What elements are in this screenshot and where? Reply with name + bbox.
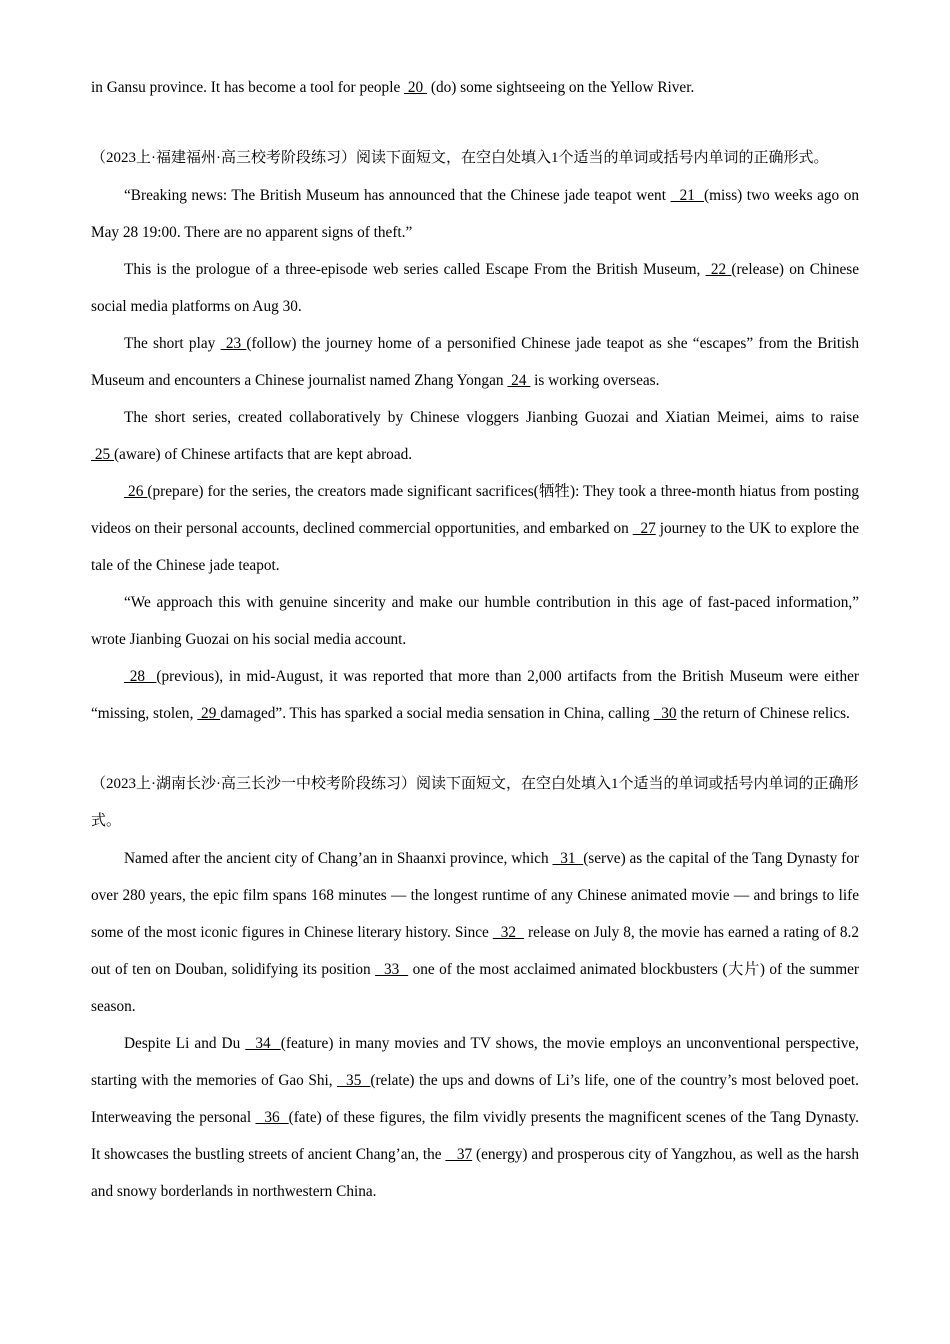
blank-31: 31 — [552, 850, 584, 867]
blank-29: 29 — [197, 705, 221, 722]
section1-paragraph-6: “We approach this with genuine sincerity and make our humble contribution in this age of fast-paced information,” wrote Jianbing Guozai on his social media account. — [91, 594, 859, 648]
spacer — [91, 106, 859, 140]
blank-24: 24 — [507, 372, 531, 389]
section2-paragraph-2: Despite Li and Du 34 (feature) in many movies and TV shows, the movie employs an unconventional perspective, starting with the memories of Gao Shi, 35 (relate) the ups and downs of Li’s life, one of the country’s most beloved poet. Interweaving the personal 36 (fate) of these figures, the film vividly presents the magnificent scenes of the Tang Dynasty. It showcases the bustling streets of ancient Chang’an, the 37 (energy) and prosperous city of Yangzhou, as well as the harsh and snowy borderlands in northwestern China. — [91, 1035, 859, 1200]
section1-paragraph-4: The short series, created collaboratively by Chinese vloggers Jianbing Guozai and Xiatian Meimei, aims to raise 25 (aware) of Chinese artifacts that are kept abroad. — [91, 409, 859, 463]
section1-paragraph-3: The short play 23 (follow) the journey home of a personified Chinese jade teapot as she “escapes” from the British Museum and encounters a Chinese journalist named Zhang Yongan 24 is working overseas. — [91, 335, 859, 389]
blank-27: 27 — [632, 520, 656, 537]
blank-30: 30 — [653, 705, 677, 722]
section2-intro: （2023上·湖南长沙·高三长沙一中校考阶段练习）阅读下面短文，在空白处填入1个适当的单词或括号内单词的正确形式。 — [91, 776, 859, 829]
blank-36: 36 — [255, 1109, 289, 1126]
blank-28: 28 — [124, 668, 157, 685]
paragraph-top: in Gansu province. It has become a tool for people 20 (do) some sightseeing on the Yellow River. — [91, 79, 695, 96]
blank-26: 26 — [124, 483, 148, 500]
blank-35: 35 — [337, 1072, 371, 1089]
blank-25: 25 — [91, 446, 114, 463]
blank-21: 21 — [670, 187, 705, 204]
blank-33: 33 — [375, 961, 409, 978]
blank-23: 23 — [220, 335, 247, 352]
section2-paragraph-1: Named after the ancient city of Chang’an in Shaanxi province, which 31 (serve) as the capital of the Tang Dynasty for over 280 years, the epic film spans 168 minutes — the longest runtime of any Chinese animated movie — and brings to life some of the most iconic figures in Chinese literary history. Since 32 release on July 8, the movie has earned a rating of 8.2 out of ten on Douban, solidifying its position 33 one of the most acclaimed animated blockbusters (大片) of the summer season. — [91, 850, 860, 1015]
section1-paragraph-7: 28 (previous), in mid-August, it was reported that more than 2,000 artifacts from the British Museum were either “missing, stolen, 29 damaged”. This has sparked a social media sensation in China, calling 30 the return of Chinese relics. — [91, 668, 859, 722]
section1-paragraph-1: “Breaking news: The British Museum has announced that the Chinese jade teapot went 21 (miss) two weeks ago on May 28 19:00. There are no apparent signs of theft.” — [91, 187, 860, 241]
blank-32: 32 — [492, 924, 525, 941]
blank-37: 37 — [445, 1146, 473, 1163]
blank-34: 34 — [245, 1035, 281, 1052]
section1-paragraph-2: This is the prologue of a three-episode web series called Escape From the British Museum, 22 (release) on Chinese social media platforms on Aug 30. — [91, 261, 859, 315]
spacer — [91, 732, 859, 766]
blank-22: 22 — [705, 261, 732, 278]
document-page — [91, 69, 859, 1210]
blank-20: 20 — [404, 79, 428, 96]
section1-paragraph-5: 26 (prepare) for the series, the creators made significant sacrifices(牺牲): They took a three-month hiatus from posting videos on their personal accounts, declined commercial opportunities, and embarked on 27 journey to the UK to explore the tale of the Chinese jade teapot. — [91, 483, 860, 574]
section1-intro: （2023上·福建福州·高三校考阶段练习）阅读下面短文，在空白处填入1个适当的单词或括号内单词的正确形式。 — [91, 150, 829, 166]
